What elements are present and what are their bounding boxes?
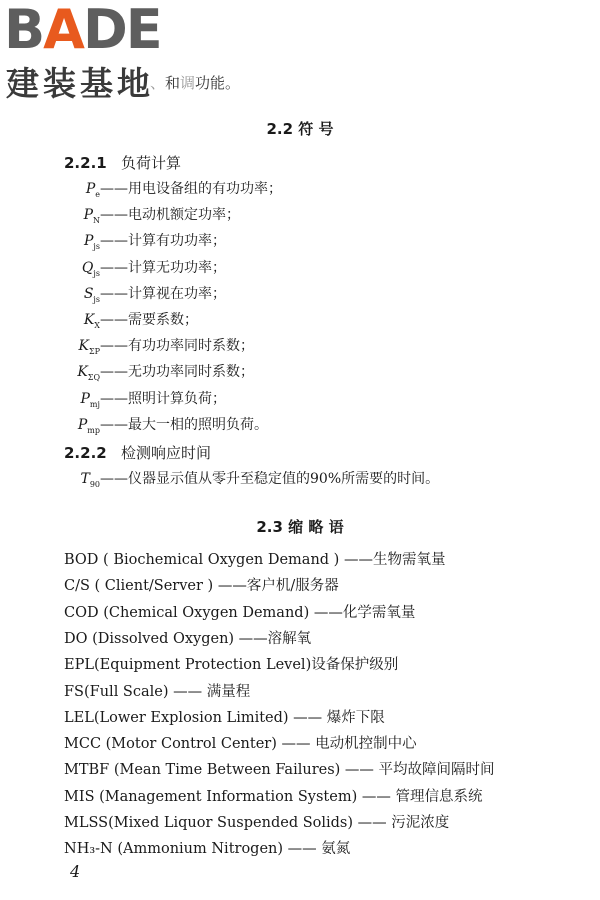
symbol-letter: Q bbox=[81, 259, 94, 276]
symbol bbox=[56, 286, 100, 304]
subsection-number: 2.2.1 bbox=[64, 154, 107, 172]
symbol bbox=[56, 338, 100, 356]
symbol-letter: T bbox=[80, 471, 90, 487]
abbreviation-item: MIS (Management Information System) —— 管理信息系统 bbox=[64, 788, 483, 805]
symbol bbox=[56, 364, 100, 382]
symbol-row bbox=[56, 178, 282, 199]
symbol-subscript: e bbox=[95, 189, 100, 199]
logo-wordmark: BADE bbox=[4, 0, 161, 61]
symbol-description: ——有功功率同时系数； bbox=[100, 338, 254, 355]
logo-subtitle: 建装基地 bbox=[6, 64, 154, 103]
abbreviation-item: EPL(Equipment Protection Level)设备保护级别 bbox=[64, 657, 399, 674]
symbol-letter: P bbox=[83, 233, 94, 250]
symbol-letter: P bbox=[77, 416, 88, 433]
symbol-letter: K bbox=[83, 312, 95, 328]
section-2-3-heading: 2.3 缩 略 语 bbox=[256, 518, 344, 536]
symbol-subscript: ΣP bbox=[88, 346, 100, 356]
symbol bbox=[56, 391, 100, 409]
page-number: 4 bbox=[70, 862, 81, 881]
subsection-title: 负荷计算 bbox=[121, 154, 182, 172]
symbol-subscript: js bbox=[93, 268, 100, 278]
symbol-letter: K bbox=[78, 338, 89, 355]
abbreviation-item: FS(Full Scale) —— 满量程 bbox=[64, 683, 251, 700]
symbol-description: ——计算有功功率； bbox=[100, 233, 226, 250]
abbreviation-item: COD (Chemical Oxygen Demand) ——化学需氧量 bbox=[64, 604, 416, 621]
symbol-subscript: N bbox=[93, 215, 100, 225]
top-line-faint-prefix: 、 bbox=[150, 74, 166, 92]
abbreviation-item: C/S ( Client/Server ) ——客户机/服务器 bbox=[64, 578, 339, 595]
subsection-2-2-1-heading bbox=[64, 152, 181, 173]
abbreviation-item: DO (Dissolved Oxygen) ——溶解氧 bbox=[64, 630, 312, 647]
symbol-subscript: js bbox=[93, 294, 100, 304]
symbol-subscript: js bbox=[93, 242, 100, 252]
top-line-fragment bbox=[150, 72, 240, 93]
symbol bbox=[56, 260, 100, 278]
symbol-row bbox=[56, 257, 226, 278]
symbol-letter: P bbox=[83, 207, 93, 224]
symbol-description: ——计算视在功率； bbox=[100, 285, 226, 302]
subsection-title: 检测响应时间 bbox=[121, 444, 212, 462]
symbol-row bbox=[56, 230, 226, 251]
abbreviation-item: MLSS(Mixed Liquor Suspended Solids) —— 污泥浓度 bbox=[64, 815, 450, 831]
symbol bbox=[56, 207, 100, 225]
symbol-row bbox=[56, 361, 254, 382]
symbol-row bbox=[56, 283, 226, 304]
symbol-letter: P bbox=[80, 390, 90, 407]
symbol bbox=[56, 233, 100, 251]
abbreviation-item: LEL(Lower Explosion Limited) —— 爆炸下限 bbox=[64, 709, 385, 726]
symbol-description: ——需要系数； bbox=[100, 312, 198, 328]
symbol-row bbox=[56, 204, 240, 225]
symbol-letter: S bbox=[83, 285, 94, 302]
symbol-description: ——计算无功功率； bbox=[100, 259, 226, 276]
top-line-end: 功能。 bbox=[195, 74, 241, 92]
symbol-description: ——无功功率同时系数； bbox=[100, 364, 254, 381]
symbol-description: ——用电设备组的有功功率； bbox=[100, 181, 282, 197]
symbol-subscript: mj bbox=[89, 399, 100, 409]
subsection-number: 2.2.2 bbox=[64, 444, 107, 462]
symbol-row bbox=[56, 414, 268, 435]
symbol-subscript: 90 bbox=[89, 479, 100, 489]
symbol bbox=[56, 312, 100, 330]
subsection-2-2-2-heading bbox=[64, 442, 211, 463]
symbol-subscript: X bbox=[94, 320, 100, 330]
top-line-faint: 调 bbox=[180, 74, 196, 92]
symbol-letter: P bbox=[85, 181, 96, 197]
section-2-2-heading: 2.2 符 号 bbox=[266, 120, 334, 138]
abbreviation-item: NH₃-N (Ammonium Nitrogen) —— 氨氮 bbox=[64, 841, 351, 858]
symbol bbox=[56, 181, 100, 199]
abbreviation-item: BOD ( Biochemical Oxygen Demand ) ——生物需氧量 bbox=[64, 552, 446, 568]
symbol-subscript: ΣQ bbox=[87, 373, 100, 383]
symbol-description: ——照明计算负荷； bbox=[100, 390, 226, 407]
symbol-row bbox=[56, 309, 198, 330]
symbol-row bbox=[56, 388, 226, 409]
symbol bbox=[56, 471, 100, 489]
symbol-description: ——仪器显示值从零升至稳定值的90%所需要的时间。 bbox=[100, 471, 440, 487]
abbreviation-item: MCC (Motor Control Center) —— 电动机控制中心 bbox=[64, 736, 417, 753]
symbol-subscript: mp bbox=[87, 425, 100, 435]
symbol bbox=[56, 417, 100, 435]
symbol-letter: K bbox=[77, 364, 88, 381]
symbol-description: ——最大一相的照明负荷。 bbox=[100, 416, 268, 433]
symbol-description: ——电动机额定功率； bbox=[100, 207, 240, 224]
abbreviation-item: MTBF (Mean Time Between Failures) —— 平均故障间隔时间 bbox=[64, 762, 495, 779]
symbol-row bbox=[56, 468, 439, 489]
symbol-row bbox=[56, 335, 254, 356]
top-line-tail: 和 bbox=[165, 74, 181, 92]
